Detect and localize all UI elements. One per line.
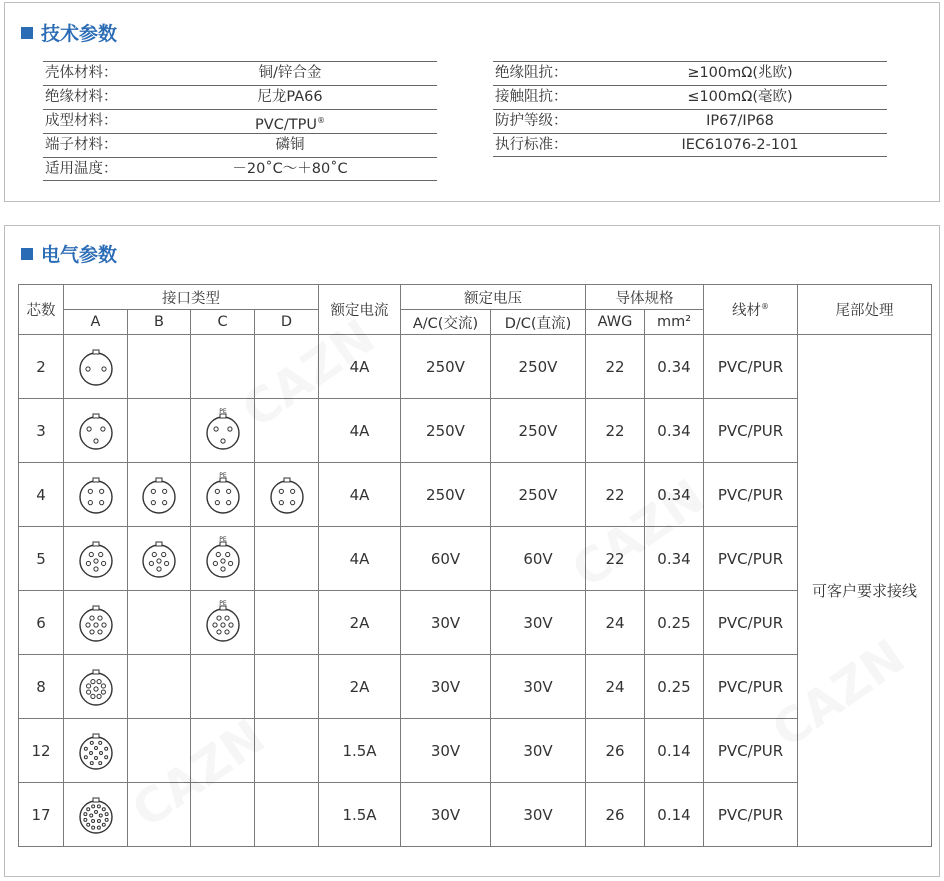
cell-mm2: 0.14 xyxy=(645,783,704,847)
cell-awg: 26 xyxy=(586,783,645,847)
cell-cores: 3 xyxy=(19,399,64,463)
spec-value: PVC/TPU® xyxy=(255,116,325,133)
cell-type-d xyxy=(255,335,319,399)
cell-cores: 12 xyxy=(19,719,64,783)
cell-type-b xyxy=(128,591,191,655)
spec-row xyxy=(43,133,437,157)
spec-key: 壳体材料： xyxy=(45,65,118,81)
cell-dc: 250V xyxy=(491,399,586,463)
cell-dc: 30V xyxy=(491,783,586,847)
cell-wire: PVC/PUR xyxy=(704,335,798,399)
spec-value: 尼龙PA66 xyxy=(257,89,323,105)
cell-dc: 30V xyxy=(491,655,586,719)
cell-current: 4A xyxy=(319,527,401,591)
cell-type-a xyxy=(64,463,128,527)
cell-mm2: 0.34 xyxy=(645,335,704,399)
header-mm2: mm² xyxy=(645,310,704,335)
connector-pinout-icon xyxy=(71,661,121,713)
cell-wire: PVC/PUR xyxy=(704,783,798,847)
cell-type-b xyxy=(128,527,191,591)
cell-type-c xyxy=(191,335,255,399)
connector-pinout-icon xyxy=(71,597,121,649)
table-row xyxy=(19,591,932,655)
cell-current: 4A xyxy=(319,335,401,399)
connector-pinout-icon xyxy=(198,597,248,649)
cell-type-b xyxy=(128,783,191,847)
table-row xyxy=(19,399,932,463)
cell-ac: 250V xyxy=(401,463,491,527)
cell-type-a xyxy=(64,655,128,719)
cell-cores: 8 xyxy=(19,655,64,719)
cell-ac: 30V xyxy=(401,591,491,655)
table-row xyxy=(19,783,932,847)
spec-row xyxy=(493,109,887,133)
cell-mm2: 0.25 xyxy=(645,655,704,719)
cell-dc: 60V xyxy=(491,527,586,591)
cell-current: 4A xyxy=(319,463,401,527)
section-marker-icon xyxy=(21,248,33,260)
table-row xyxy=(19,463,932,527)
cell-ac: 30V xyxy=(401,783,491,847)
header-wire: 线材® xyxy=(704,285,798,335)
cell-type-c xyxy=(191,783,255,847)
cell-current: 2A xyxy=(319,591,401,655)
cell-awg: 22 xyxy=(586,399,645,463)
cell-mm2: 0.34 xyxy=(645,463,704,527)
spec-list-right xyxy=(493,61,887,157)
cell-type-d xyxy=(255,527,319,591)
cell-ac: 30V xyxy=(401,719,491,783)
cell-type-d xyxy=(255,463,319,527)
cell-type-a xyxy=(64,335,128,399)
cell-wire: PVC/PUR xyxy=(704,463,798,527)
cell-ac: 250V xyxy=(401,335,491,399)
cell-type-d xyxy=(255,783,319,847)
cell-type-a xyxy=(64,719,128,783)
tech-spec-title-text: 技术参数 xyxy=(41,23,118,45)
cell-type-d xyxy=(255,655,319,719)
connector-pinout-icon xyxy=(71,341,121,393)
cell-type-c xyxy=(191,591,255,655)
cell-dc: 250V xyxy=(491,335,586,399)
header-tail: 尾部处理 xyxy=(798,285,932,335)
header-type-a: A xyxy=(64,310,128,335)
spec-value: IP67/IP68 xyxy=(706,113,774,129)
spec-value: 磷铜 xyxy=(275,137,305,153)
connector-pinout-icon xyxy=(198,405,248,457)
connector-pinout-icon xyxy=(71,789,121,841)
cell-current: 1.5A xyxy=(319,719,401,783)
header-dc: D/C(直流) xyxy=(491,310,586,335)
svg-text:PE: PE xyxy=(218,535,227,543)
cell-tail: 可客户要求接线 xyxy=(798,335,932,847)
cell-type-a xyxy=(64,527,128,591)
spec-key: 执行标准： xyxy=(495,137,568,153)
spec-row xyxy=(493,133,887,157)
electrical-title xyxy=(21,240,117,267)
cell-type-d xyxy=(255,719,319,783)
header-type-d: D xyxy=(255,310,319,335)
header-interface-type: 接口类型 xyxy=(64,285,319,310)
header-cores: 芯数 xyxy=(19,285,64,335)
cell-type-c xyxy=(191,655,255,719)
cell-mm2: 0.34 xyxy=(645,399,704,463)
cell-wire: PVC/PUR xyxy=(704,527,798,591)
header-type-b: B xyxy=(128,310,191,335)
header-voltage: 额定电压 xyxy=(401,285,586,310)
cell-wire: PVC/PUR xyxy=(704,655,798,719)
cell-dc: 30V xyxy=(491,719,586,783)
cell-type-c xyxy=(191,527,255,591)
section-marker-icon xyxy=(21,27,33,39)
spec-value: ≥100mΩ(兆欧) xyxy=(687,65,793,81)
svg-text:PE: PE xyxy=(218,407,227,415)
electrical-panel xyxy=(4,225,940,877)
connector-pinout-icon xyxy=(71,533,121,585)
cell-type-a xyxy=(64,399,128,463)
tech-spec-panel xyxy=(4,2,940,202)
cell-cores: 4 xyxy=(19,463,64,527)
connector-pinout-icon xyxy=(198,533,248,585)
spec-value: IEC61076-2-101 xyxy=(681,137,799,153)
spec-row xyxy=(493,85,887,109)
cell-cores: 5 xyxy=(19,527,64,591)
spec-key: 端子材料： xyxy=(45,137,118,153)
spec-row xyxy=(43,109,437,133)
cell-dc: 30V xyxy=(491,591,586,655)
spec-value: －20˚C～＋80˚C xyxy=(232,161,348,177)
cell-ac: 60V xyxy=(401,527,491,591)
cell-type-b xyxy=(128,655,191,719)
tech-spec-title xyxy=(21,19,117,46)
connector-pinout-icon xyxy=(71,725,121,777)
header-conductor: 导体规格 xyxy=(586,285,704,310)
spec-list-left xyxy=(43,61,437,181)
svg-text:PE: PE xyxy=(218,471,227,479)
cell-type-a xyxy=(64,591,128,655)
cell-mm2: 0.34 xyxy=(645,527,704,591)
header-type-c: C xyxy=(191,310,255,335)
spec-value: 铜/锌合金 xyxy=(258,65,322,81)
cell-type-b xyxy=(128,399,191,463)
electrical-table xyxy=(18,284,932,847)
cell-awg: 24 xyxy=(586,591,645,655)
cell-wire: PVC/PUR xyxy=(704,719,798,783)
table-row xyxy=(19,655,932,719)
table-row xyxy=(19,527,932,591)
header-awg: AWG xyxy=(586,310,645,335)
cell-mm2: 0.25 xyxy=(645,591,704,655)
table-row xyxy=(19,719,932,783)
connector-pinout-icon xyxy=(134,469,184,521)
cell-awg: 22 xyxy=(586,335,645,399)
cell-type-c xyxy=(191,719,255,783)
cell-current: 4A xyxy=(319,399,401,463)
cell-current: 2A xyxy=(319,655,401,719)
cell-dc: 250V xyxy=(491,463,586,527)
cell-cores: 2 xyxy=(19,335,64,399)
cell-ac: 250V xyxy=(401,399,491,463)
spec-key: 接触阻抗： xyxy=(495,89,568,105)
connector-pinout-icon xyxy=(71,469,121,521)
cell-current: 1.5A xyxy=(319,783,401,847)
connector-pinout-icon xyxy=(71,405,121,457)
cell-wire: PVC/PUR xyxy=(704,591,798,655)
svg-text:PE: PE xyxy=(218,599,227,607)
cell-ac: 30V xyxy=(401,655,491,719)
spec-row xyxy=(43,61,437,85)
cell-type-d xyxy=(255,591,319,655)
cell-mm2: 0.14 xyxy=(645,719,704,783)
spec-row xyxy=(493,61,887,85)
cell-awg: 26 xyxy=(586,719,645,783)
connector-pinout-icon xyxy=(262,469,312,521)
cell-type-b xyxy=(128,463,191,527)
connector-pinout-icon xyxy=(198,469,248,521)
spec-key: 适用温度： xyxy=(45,161,118,177)
cell-type-c xyxy=(191,399,255,463)
header-ac: A/C(交流) xyxy=(401,310,491,335)
cell-wire: PVC/PUR xyxy=(704,399,798,463)
spec-key: 绝缘材料： xyxy=(45,89,118,105)
spec-key: 成型材料： xyxy=(45,113,118,129)
header-current: 额定电流 xyxy=(319,285,401,335)
cell-type-d xyxy=(255,399,319,463)
cell-type-a xyxy=(64,783,128,847)
cell-type-b xyxy=(128,335,191,399)
spec-row xyxy=(43,157,437,181)
spec-key: 防护等级： xyxy=(495,113,568,129)
cell-cores: 17 xyxy=(19,783,64,847)
spec-row xyxy=(43,85,437,109)
cell-cores: 6 xyxy=(19,591,64,655)
electrical-title-text: 电气参数 xyxy=(41,244,118,266)
cell-awg: 24 xyxy=(586,655,645,719)
connector-pinout-icon xyxy=(134,533,184,585)
table-row xyxy=(19,335,932,399)
cell-type-b xyxy=(128,719,191,783)
spec-value: ≤100mΩ(毫欧) xyxy=(687,89,793,105)
cell-type-c xyxy=(191,463,255,527)
spec-key: 绝缘阻抗： xyxy=(495,65,568,81)
cell-awg: 22 xyxy=(586,527,645,591)
cell-awg: 22 xyxy=(586,463,645,527)
